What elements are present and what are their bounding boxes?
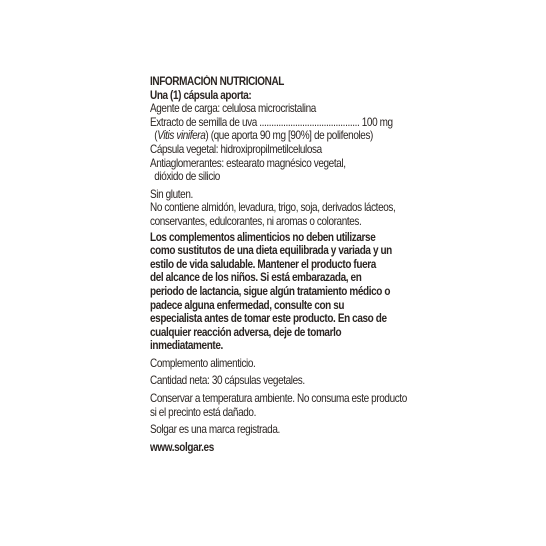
supplement-type: Complemento alimenticio. (150, 356, 256, 370)
extract-latin-name: Vitis vinifera (157, 129, 206, 143)
warning-line-3: estilo de vida saludable. Mantener el producto fuera (150, 257, 376, 271)
free-from-line-1: No contiene almidón, levadura, trigo, soja, derivados lácteos, (150, 201, 396, 215)
capsule-line: Cápsula vegetal: hidroxipropilmetilcelulosa (150, 142, 322, 156)
storage-line-2: si el precinto está dañado. (150, 405, 256, 419)
nutrition-label (150, 75, 407, 454)
net-quantity: Cantidad neta: 30 cápsulas vegetales. (150, 374, 305, 388)
warning-line-9: inmediatamente. (150, 339, 223, 353)
extract-line (150, 115, 393, 130)
extract-name: Extracto de semilla de uva (150, 115, 257, 129)
carrier-line: Agente de carga: celulosa microcristalina (150, 102, 316, 116)
warning-line-5: periodo de lactancia, sigue algún tratamiento médico o (150, 284, 391, 298)
anticaking-line-1: Antiaglomerantes: estearato magnésico vegetal, (150, 156, 346, 170)
storage-line-1: Conservar a temperatura ambiente. No consuma este producto (150, 392, 407, 406)
label-title: INFORMACIÓN NUTRICIONAL (150, 75, 284, 88)
serving-size: Una (1) cápsula aporta: (150, 88, 252, 102)
extract-leader-dots: .......................................... (259, 115, 360, 129)
extract-amount: 100 mg (361, 115, 393, 129)
warning-line-8: cualquier reacción adversa, deje de tomarlo (150, 325, 342, 339)
warning-line-6: padece alguna enfermedad, consulte con su (150, 298, 345, 312)
warning-line-2: como sustitutos de una dieta equilibrada y variada y un (150, 244, 392, 258)
website-link[interactable]: www.solgar.es (150, 440, 214, 454)
anticaking-line-2: dióxido de silicio (154, 170, 220, 184)
extract-detail-line: (Vitis vinifera) (que aporta 90 mg [90%] de polifenoles) (154, 129, 373, 143)
gluten-free: Sin gluten. (150, 187, 193, 201)
trademark-note: Solgar es una marca registrada. (150, 423, 280, 437)
free-from-line-2: conservantes, edulcorantes, ni aromas o colorantes. (150, 214, 362, 228)
warning-line-7: especialista antes de tomar este producto. En caso de (150, 312, 387, 326)
warning-line-1: Los complementos alimenticios no deben utilizarse (150, 230, 376, 244)
warning-line-4: del alcance de los niños. Si está embarazada, en (150, 271, 362, 285)
